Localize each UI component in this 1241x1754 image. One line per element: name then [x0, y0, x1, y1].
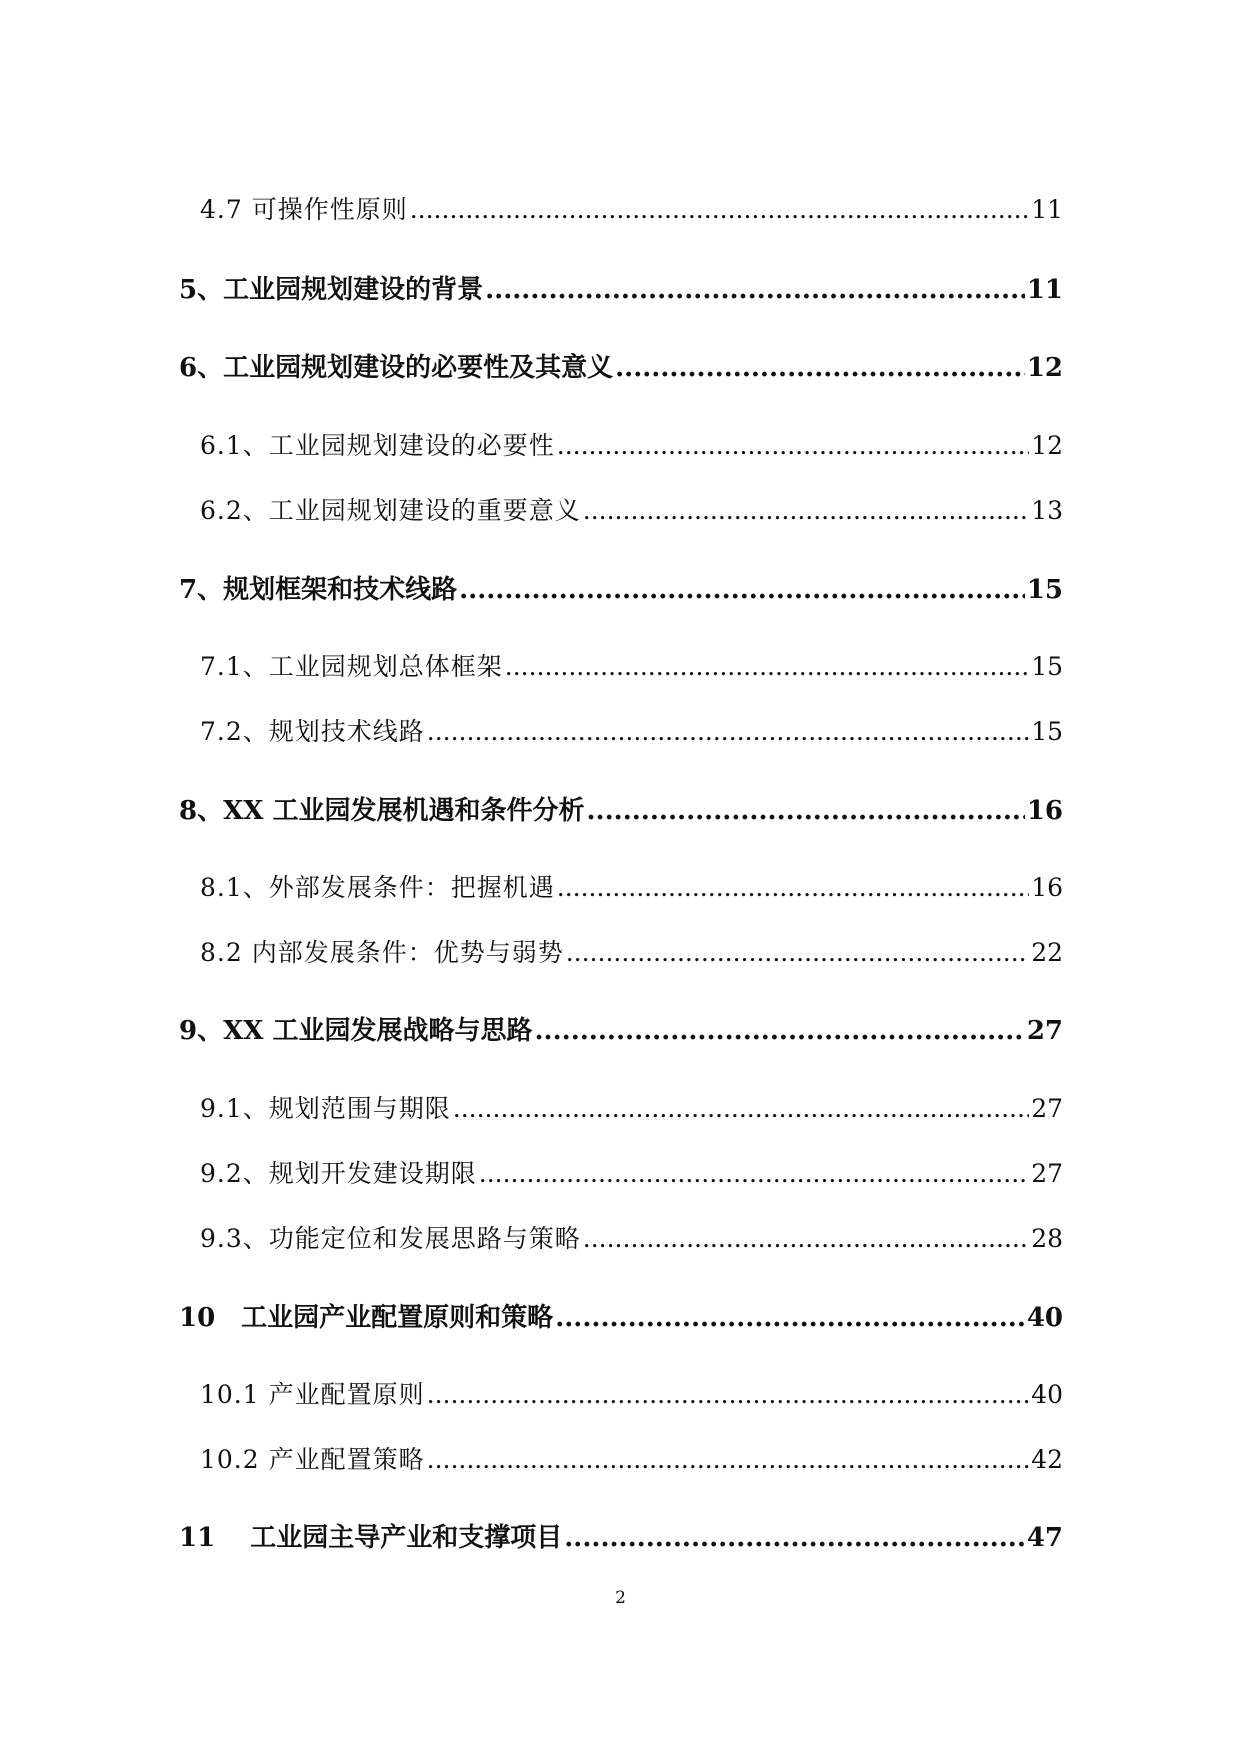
dot-leader — [583, 1224, 1029, 1253]
toc-entry-title: 6.2、工业园规划建设的重要意义 — [200, 496, 581, 525]
dot-leader — [505, 652, 1029, 681]
toc-page-number: 16 — [1031, 873, 1063, 902]
dot-leader — [479, 1159, 1029, 1188]
dot-leader — [587, 796, 1025, 826]
toc-page-number: 22 — [1031, 938, 1063, 967]
toc-entry-title: 8.1、外部发展条件：把握机遇 — [200, 873, 555, 902]
dot-leader — [557, 431, 1029, 460]
toc-entry-title: 6、工业园规划建设的必要性及其意义 — [179, 353, 614, 383]
toc-entry-title: 6.1、工业园规划建设的必要性 — [200, 431, 555, 460]
toc-entry-title: 9.2、规划开发建设期限 — [200, 1159, 477, 1188]
toc-page-number: 47 — [1026, 1523, 1063, 1553]
toc-entry[interactable] — [179, 269, 1063, 309]
toc-entry[interactable] — [200, 1375, 1063, 1415]
toc-entry[interactable] — [179, 790, 1063, 830]
toc-entry-title: 5、工业园规划建设的背景 — [179, 275, 484, 305]
toc-page-number: 40 — [1031, 1380, 1063, 1409]
toc-page-number: 28 — [1031, 1224, 1063, 1253]
toc-entry-title: 11 工业园主导产业和支撑项目 — [179, 1523, 563, 1553]
toc-entry[interactable] — [200, 933, 1063, 973]
toc-entry-title: 8、XX 工业园发展机遇和条件分析 — [179, 796, 585, 826]
dot-leader — [485, 275, 1025, 305]
toc-entry-title: 7.1、工业园规划总体框架 — [200, 652, 503, 681]
toc-entry-title: 9.1、规划范围与期限 — [200, 1094, 451, 1123]
toc-entry[interactable] — [200, 712, 1063, 752]
toc-entry[interactable] — [200, 1440, 1063, 1480]
dot-leader — [410, 195, 1029, 224]
dot-leader — [427, 1380, 1030, 1409]
toc-page-number: 12 — [1026, 353, 1063, 383]
toc-entry[interactable] — [179, 1297, 1063, 1337]
dot-leader — [566, 938, 1029, 967]
toc-page-number: 27 — [1031, 1094, 1063, 1123]
toc-page-number: 12 — [1031, 431, 1063, 460]
toc-entry-title: 10.1 产业配置原则 — [200, 1380, 425, 1409]
dot-leader — [427, 1445, 1030, 1474]
toc-page-number: 16 — [1026, 796, 1063, 826]
toc-entry[interactable] — [200, 868, 1063, 908]
toc-page-number: 42 — [1031, 1445, 1063, 1474]
dot-leader — [459, 575, 1025, 605]
toc-page-number: 11 — [1031, 195, 1063, 224]
toc-entry[interactable] — [179, 569, 1063, 609]
toc-entry-title: 10 工业园产业配置原则和策略 — [179, 1303, 554, 1333]
toc-entry[interactable] — [200, 426, 1063, 466]
toc-entry-title: 10.2 产业配置策略 — [200, 1445, 425, 1474]
dot-leader — [583, 496, 1029, 525]
page-number-footer: 2 — [615, 1588, 626, 1608]
toc-page-number: 40 — [1026, 1303, 1063, 1333]
toc-page-number: 13 — [1031, 496, 1063, 525]
dot-leader — [453, 1094, 1029, 1123]
toc-entry-title: 4.7 可操作性原则 — [200, 195, 408, 224]
toc-entry-title: 8.2 内部发展条件：优势与弱势 — [200, 938, 564, 967]
toc-page-number: 11 — [1026, 275, 1063, 305]
dot-leader — [564, 1523, 1025, 1553]
toc-entry[interactable] — [200, 491, 1063, 531]
toc-page-number: 27 — [1031, 1159, 1063, 1188]
toc-entry[interactable] — [200, 1154, 1063, 1194]
toc-entry[interactable] — [179, 347, 1063, 387]
toc-entry[interactable] — [179, 1010, 1063, 1050]
dot-leader — [615, 353, 1025, 383]
toc-entry[interactable] — [179, 1517, 1063, 1557]
toc-page-number: 15 — [1031, 652, 1063, 681]
toc-page-number: 27 — [1026, 1016, 1063, 1046]
toc-page-number: 15 — [1026, 575, 1063, 605]
dot-leader — [555, 1303, 1025, 1333]
toc-entry-title: 9、XX 工业园发展战略与思路 — [179, 1016, 533, 1046]
toc-entry[interactable] — [200, 1219, 1063, 1259]
dot-leader — [557, 873, 1029, 902]
toc-entry-title: 7、规划框架和技术线路 — [179, 575, 458, 605]
toc-entry[interactable] — [200, 1089, 1063, 1129]
dot-leader — [427, 717, 1029, 746]
toc-entry[interactable] — [200, 647, 1063, 687]
toc-entry-title: 7.2、规划技术线路 — [200, 717, 425, 746]
toc-entry[interactable] — [200, 190, 1063, 230]
toc-entry-title: 9.3、功能定位和发展思路与策略 — [200, 1224, 581, 1253]
toc-page-number: 15 — [1031, 717, 1063, 746]
dot-leader — [535, 1016, 1025, 1046]
